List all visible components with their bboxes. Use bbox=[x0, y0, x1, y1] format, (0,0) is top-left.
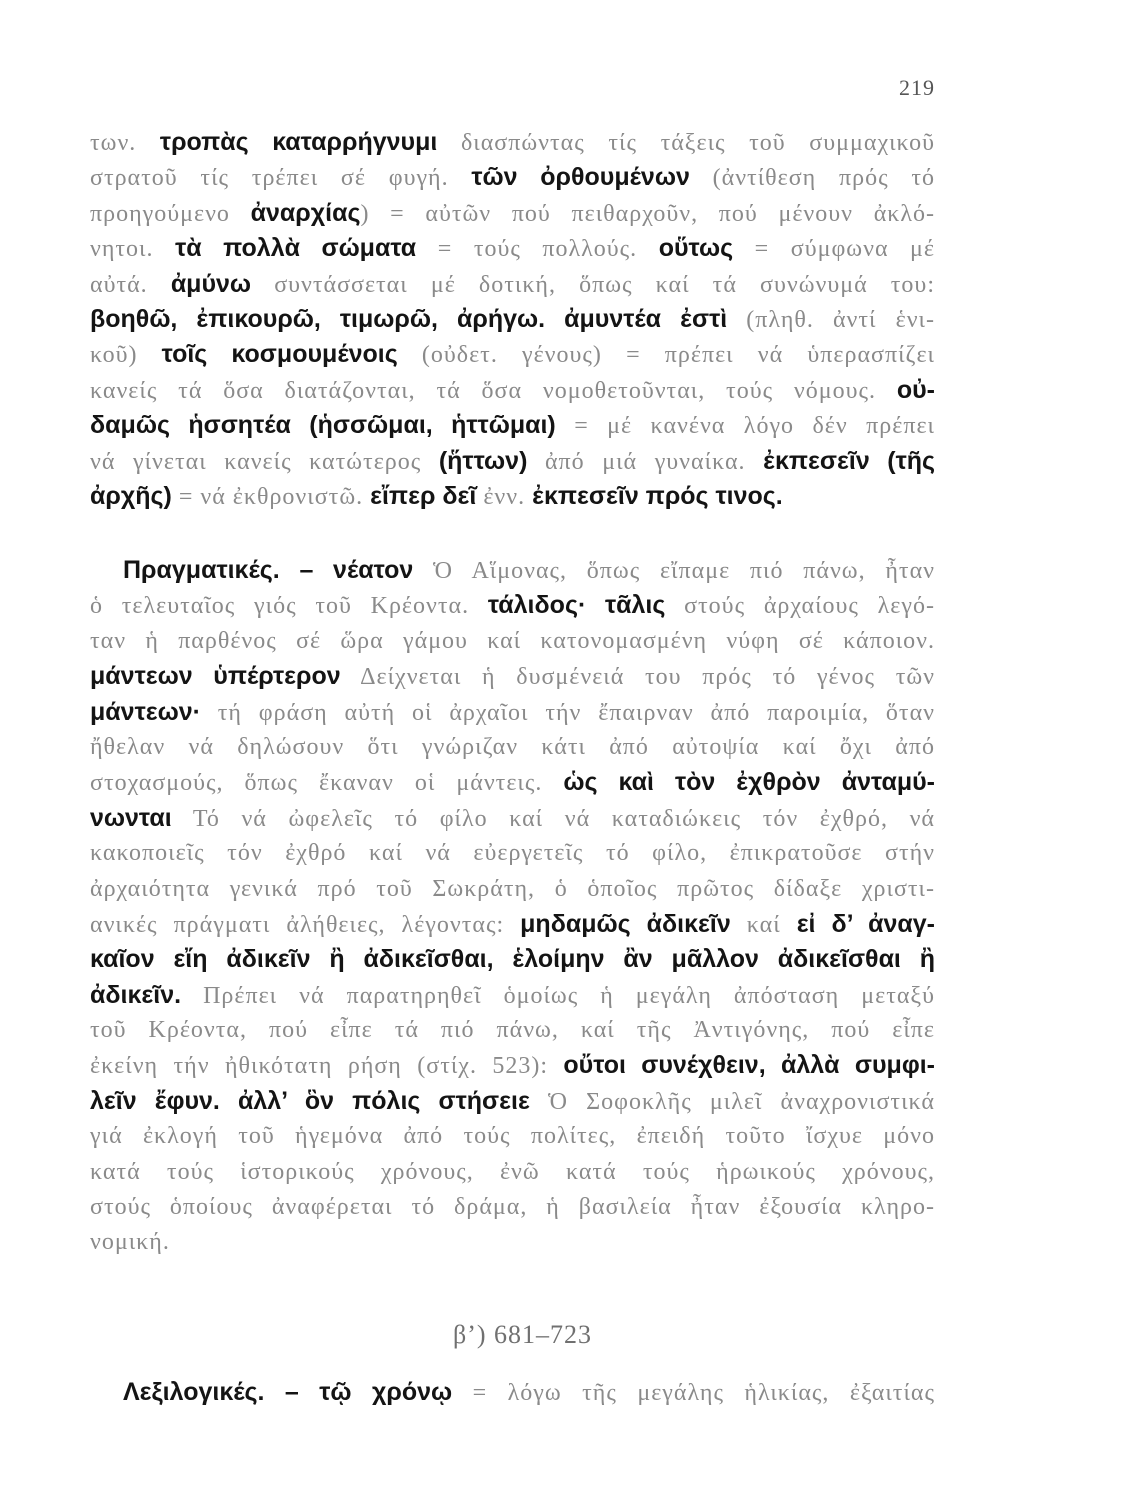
commentary-text: Δείχνεται ἡ δυσμένειά του πρός τό γένος τῶν bbox=[340, 664, 935, 691]
text-line bbox=[90, 730, 935, 765]
lemma-text: ὡς καὶ τὸν ἐχθρὸν ἀνταμύ- bbox=[563, 768, 935, 797]
commentary-text: καί bbox=[730, 911, 797, 938]
commentary-text: = τούς πολλούς. bbox=[416, 236, 659, 263]
text-line bbox=[90, 695, 935, 730]
commentary-text: κακοποιεῖς τόν ἐχθρό καί νά εὐεργετεῖς τό φίλο, ἐπικρατοῦσε στήν bbox=[90, 840, 935, 867]
lemma-text: οὐ- bbox=[896, 375, 935, 404]
commentary-text: ) = αὐτῶν πού πειθαρχοῦν, πού μένουν ἀκλό- bbox=[360, 200, 935, 227]
text-line bbox=[90, 373, 935, 408]
line-content bbox=[90, 801, 935, 839]
line-content bbox=[90, 1190, 935, 1227]
commentary-text: στούς ἀρχαίους λεγό- bbox=[665, 593, 935, 620]
commentary-text: (οὐδετ. γένους) = πρέπει νά ὑπερασπίζει bbox=[397, 342, 936, 369]
commentary-text: αὐτά. bbox=[90, 271, 171, 298]
text-line bbox=[90, 231, 935, 266]
text-line bbox=[90, 337, 935, 372]
text-line bbox=[90, 302, 935, 337]
lemma-text: μηδαμῶς ἀδικεῖν bbox=[520, 909, 731, 938]
line-content bbox=[90, 125, 935, 163]
line-content bbox=[123, 553, 935, 591]
text-line bbox=[90, 1119, 935, 1154]
lemma-text: τάλιδος· τᾶλις bbox=[487, 591, 666, 620]
lemma-text: μάντεων ὑπέρτερον bbox=[90, 662, 341, 691]
line-content bbox=[90, 872, 935, 909]
lemma-text: οὕτως bbox=[658, 234, 734, 263]
lemma-text: οὔτοι συνέχθειν, ἀλλὰ συμφι- bbox=[563, 1051, 935, 1080]
text-line bbox=[90, 1155, 935, 1190]
lemma-text: δαμῶς ἡσσητέα (ἡσσῶμαι, ἡττῶμαι) bbox=[90, 411, 556, 440]
line-content bbox=[90, 337, 935, 375]
line-content bbox=[90, 659, 935, 697]
text-line bbox=[90, 907, 935, 942]
line-content bbox=[90, 624, 935, 661]
text-line bbox=[90, 1013, 935, 1048]
lemma-text: Λεξιλογικές. – τῷ χρόνῳ bbox=[123, 1378, 453, 1406]
line-content bbox=[90, 479, 783, 517]
commentary-text: ἀρχαιότητα γενικά πρό τοῦ Σωκράτη, ὁ ὁποῖος πρῶτος δίδαξε χριστι- bbox=[90, 875, 935, 902]
commentary-text: στούς ὁποίους ἀναφέρεται τό δράμα, ἡ βασιλεία ἦταν ἐξουσία κληρο- bbox=[90, 1194, 935, 1221]
lemma-text: τροπὰς καταρρήγνυμι bbox=[159, 128, 438, 156]
text-line bbox=[90, 196, 935, 231]
line-content bbox=[90, 1084, 935, 1122]
line-content bbox=[90, 907, 935, 945]
lemma-text: τοῖς κοσμουμένοις bbox=[161, 340, 398, 369]
lemma-text: (ἥττων) bbox=[438, 446, 528, 475]
line-content bbox=[90, 1119, 935, 1156]
commentary-text: ἐκείνη τήν ἠθικότατη ρήση (στίχ. 523): bbox=[90, 1053, 564, 1080]
text-line bbox=[90, 479, 935, 514]
text-line bbox=[90, 1375, 935, 1410]
lemma-text: μάντεων· bbox=[90, 697, 201, 726]
line-content bbox=[90, 408, 935, 446]
line-content bbox=[90, 1048, 935, 1086]
line-content bbox=[123, 1375, 935, 1413]
section-heading: β’) 681–723 bbox=[452, 1320, 593, 1349]
text-line bbox=[90, 801, 935, 836]
commentary-paragraph bbox=[90, 1375, 935, 1410]
commentary-text: διασπώντας τίς τάξεις τοῦ συμμαχικοῦ bbox=[437, 130, 935, 156]
commentary-text: νομική. bbox=[90, 1229, 170, 1256]
commentary-text: ὁ τελευταῖος γιός τοῦ Κρέοντα. bbox=[90, 593, 488, 620]
commentary-paragraph bbox=[90, 553, 935, 1261]
commentary-text: = μέ κανένα λόγο δέν πρέπει bbox=[555, 413, 935, 440]
lemma-text: νωνται bbox=[90, 803, 172, 832]
commentary-text: συντάσσεται μέ δοτική, ὅπως καί τά συνώνυμά του: bbox=[251, 271, 935, 298]
commentary-text: = νά ἐκθρονιστῶ. bbox=[171, 483, 371, 510]
text-line bbox=[90, 125, 935, 160]
commentary-text: τοῦ Κρέοντα, πού εἶπε τά πιό πάνω, καί τῆς Ἀντιγόνης, πού εἶπε bbox=[90, 1017, 935, 1044]
commentary-text: ταν ἡ παρθένος σέ ὥρα γάμου καί κατονομασμένη νύφη σέ κάποιον. bbox=[90, 627, 935, 654]
line-content bbox=[90, 231, 935, 269]
lemma-text: τῶν ὀρθουμένων bbox=[471, 163, 690, 192]
text-line bbox=[90, 1225, 935, 1260]
lemma-text: ἐκπεσεῖν (τῆς bbox=[763, 446, 935, 475]
commentary-paragraph bbox=[90, 125, 935, 514]
text-line bbox=[90, 872, 935, 907]
line-content bbox=[90, 765, 935, 803]
line-content bbox=[90, 302, 935, 340]
text-line bbox=[90, 1084, 935, 1119]
commentary-text: των. bbox=[90, 130, 160, 156]
commentary-text: στοχασμούς, ὅπως ἔκαναν οἱ μάντεις. bbox=[90, 770, 564, 797]
commentary-text: κατά τούς ἱστορικούς χρόνους, ἐνῶ κατά τούς ἡρωικούς χρόνους, bbox=[90, 1158, 935, 1185]
line-content bbox=[90, 836, 935, 873]
text-line bbox=[90, 444, 935, 479]
commentary-text: = σύμφωνα μέ bbox=[733, 236, 936, 263]
text-line bbox=[90, 1048, 935, 1083]
commentary-text: γιά ἐκλογή τοῦ ἡγεμόνα ἀπό τούς πολίτες, ἐπειδή τοῦτο ἴσχυε μόνο bbox=[90, 1123, 935, 1150]
text-line bbox=[90, 624, 935, 659]
text-line bbox=[90, 978, 935, 1013]
text-line bbox=[90, 942, 935, 977]
line-content bbox=[90, 373, 935, 411]
line-content bbox=[90, 444, 935, 482]
lemma-text: εἴπερ δεῖ bbox=[370, 481, 477, 510]
lemma-text: λεῖν ἔφυν. ἀλλ’ ὃν πόλις στήσειε bbox=[90, 1086, 530, 1115]
line-content bbox=[90, 1155, 935, 1192]
line-content bbox=[90, 588, 935, 626]
commentary-text: Ὁ Αἵμονας, ὅπως εἴπαμε πιό πάνω, ἦταν bbox=[413, 558, 935, 584]
line-content bbox=[90, 196, 935, 234]
lemma-text: καῖον εἴη ἀδικεῖν ἢ ἀδικεῖσθαι, ἑλοίμην ἂν μᾶλλον ἀδικεῖσθαι ἢ bbox=[90, 945, 935, 974]
commentary-text: Πρέπει νά παρατηρηθεῖ ὁμοίως ἡ μεγάλη ἀπόσταση μεταξύ bbox=[181, 982, 935, 1009]
commentary-text: ἤθελαν νά δηλώσουν ὅτι γνώριζαν κάτι ἀπό αὐτοψία καί ὄχι ἀπό bbox=[90, 733, 935, 760]
line-content bbox=[90, 695, 935, 733]
text-line bbox=[90, 408, 935, 443]
commentary-text: (ἀντίθεση πρός τό bbox=[689, 165, 935, 192]
lemma-text: τὰ πολλὰ σώματα bbox=[175, 234, 417, 263]
commentary-text: κανείς τά ὅσα διατάζονται, τά ὅσα νομοθετοῦνται, τούς νόμους. bbox=[90, 377, 897, 404]
text-line bbox=[90, 1190, 935, 1225]
commentary-text: ανικές πράγματι ἀλήθειες, λέγοντας: bbox=[90, 911, 521, 938]
lemma-text: εἰ δ’ ἀναγ- bbox=[796, 909, 936, 938]
text-line bbox=[90, 267, 935, 302]
commentary-text: (πληθ. ἀντί ἑνι- bbox=[727, 306, 935, 333]
commentary-text: = λόγω τῆς μεγάλης ἡλικίας, ἐξαιτίας bbox=[452, 1380, 935, 1406]
commentary-text: νητοι. bbox=[90, 236, 176, 263]
line-content bbox=[90, 730, 935, 767]
lemma-text: βοηθῶ, ἐπικουρῶ, τιμωρῶ, ἀρήγω. ἀμυντέα ἐστὶ bbox=[90, 304, 728, 333]
text-line bbox=[90, 659, 935, 694]
commentary-text: τή φράση αὐτή οἱ ἀρχαῖοι τήν ἔπαιρναν ἀπό παροιμία, ὅταν bbox=[200, 699, 935, 726]
commentary-text: κοῦ) bbox=[90, 342, 162, 369]
commentary-text: προηγούμενο bbox=[90, 200, 251, 227]
text-line bbox=[90, 553, 935, 588]
lemma-text: ἀδικεῖν. bbox=[90, 980, 182, 1009]
text-line bbox=[90, 588, 935, 623]
text-line bbox=[90, 765, 935, 800]
lemma-text: ἀρχῆς) bbox=[90, 481, 172, 510]
line-content bbox=[90, 1225, 170, 1262]
commentary-text: Τό νά ὠφελεῖς τό φίλο καί νά καταδιώκεις τόν ἐχθρό, νά bbox=[171, 805, 935, 832]
line-content bbox=[90, 267, 935, 305]
line-content bbox=[90, 1013, 935, 1050]
commentary-text: Ὁ Σοφοκλῆς μιλεῖ ἀναχρονιστικά bbox=[529, 1088, 935, 1115]
line-content bbox=[90, 160, 935, 198]
commentary-text: στρατοῦ τίς τρέπει σέ φυγή. bbox=[90, 165, 472, 192]
lemma-text: ἐκπεσεῖν πρός τινος. bbox=[532, 481, 783, 510]
text-line bbox=[90, 160, 935, 195]
lemma-text: ἀμύνω bbox=[170, 269, 252, 298]
commentary-text: νά γίνεται κανείς κατώτερος bbox=[90, 448, 439, 475]
text-line bbox=[90, 836, 935, 871]
lemma-text: ἀναρχίας bbox=[250, 198, 361, 227]
page-number: 219 bbox=[899, 75, 935, 100]
commentary-text: ἀπό μιά γυναίκα. bbox=[527, 448, 764, 475]
commentary-text: ἐνν. bbox=[476, 483, 533, 510]
lemma-text: Πραγματικές. – νέατον bbox=[123, 556, 414, 584]
line-content bbox=[90, 942, 935, 980]
line-content bbox=[90, 978, 935, 1016]
